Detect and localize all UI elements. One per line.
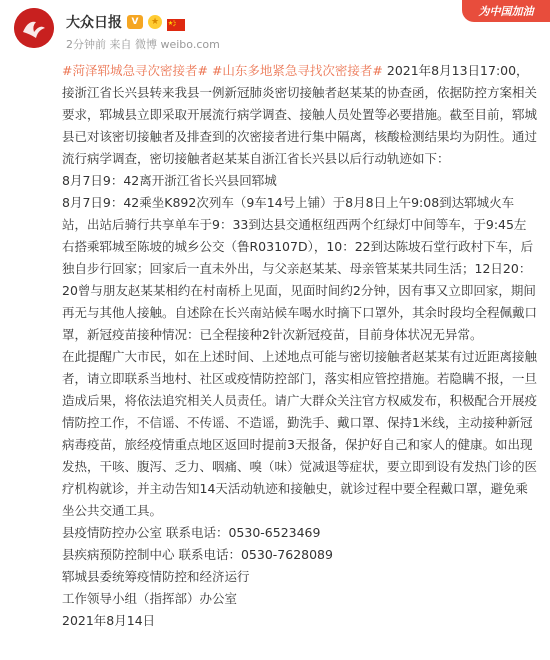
logo-icon xyxy=(14,8,54,48)
intro-text: 2021年8月13日17:00，接浙江省长兴县转来我县一例新冠肺炎密切接触者赵某某的协查函，依据防控方案相关要求，郓城县立即采取开展流行病学调查、接触人员处置等必要措施。截至目前，郓城县已对该密切接触者及排查到的次密接者进行集中隔离，核酸检测结果均为阴性。通过流行病学调查，密切接触者赵某某自浙江省长兴县以后行动轨迹如下： xyxy=(62,63,538,166)
china-flag-icon xyxy=(167,16,185,28)
post-content xyxy=(62,60,538,632)
post-date: 2021年8月14日 xyxy=(62,613,156,628)
trace-line-2: 8月7日9：42乘坐K892次列车（9车14号上铺）于8月8日上午9:08到达郓城火车站，出站后骑行共享单车于9：33到达县交通枢纽西两个红绿灯中间等车，于9:45左右搭乘郓城至陈坡的城乡公交（鲁R03107D），10：22到达陈坡石堂行政村下车，后独自步行回家；回家后一直未外出，与父亲赵某某、母亲管某某共同生活；12日20：20曾与朋友赵某某相约在村南桥上见面，见面时间约2分钟，因有事又立即回家，期间再无与其他人接触。自述除在长兴南站候车喝水时摘下口罩外，其余时段均全程佩戴口罩，新冠疫苗接种情况：已全程接种2针次新冠疫苗，目前身体状况无异常。 xyxy=(62,195,538,342)
medal-icon: ★ xyxy=(148,15,162,29)
contact-line-1: 县疫情防控办公室 联系电话：0530-6523469 xyxy=(62,525,321,540)
hashtag-link[interactable]: #菏泽郓城急寻次密接者# xyxy=(62,63,208,78)
support-badge: 为中国加油 xyxy=(462,0,550,22)
org-line-1: 郓城县委统筹疫情防控和经济运行 xyxy=(62,569,250,584)
contact-line-2: 县疾病预防控制中心 联系电话：0530-7628089 xyxy=(62,547,333,562)
post-meta: 2分钟前 来自 微博 weibo.com xyxy=(66,38,220,51)
trace-line-1: 8月7日9：42离开浙江省长兴县回郓城 xyxy=(62,173,277,188)
intro-paragraph xyxy=(62,60,538,170)
post-header xyxy=(0,0,550,56)
author-name[interactable]: 大众日报 xyxy=(66,15,122,31)
verified-icon: V xyxy=(127,15,143,29)
org-line-2: 工作领导小组（指挥部）办公室 xyxy=(62,591,238,606)
notice-paragraph: 在此提醒广大市民，如在上述时间、上述地点可能与密切接触者赵某某有过近距离接触者，请立即联系当地村、社区或疫情防控部门，落实相应管控措施。若隐瞒不报，一旦造成后果，将依法追究相关人员责任。请广大群众关注官方权威发布，积极配合开展疫情防控工作，不信谣、不传谣、不造谣，勤洗手、戴口罩、保持1米线，主动接种新冠病毒疫苗，旅经疫情重点地区返回时提前3天报备，保护好自己和家人的健康。如出现发热，干咳、腹泻、乏力、咽痛、嗅（味）觉减退等症状，要立即到设有发热门诊的医疗机构就诊，并主动告知14天活动轨迹和接触史，就诊过程中要全程戴口罩，避免乘坐公共交通工具。 xyxy=(62,349,538,518)
avatar[interactable] xyxy=(14,8,54,48)
hashtag-link[interactable]: #山东多地紧急寻找次密接者# xyxy=(211,63,383,78)
